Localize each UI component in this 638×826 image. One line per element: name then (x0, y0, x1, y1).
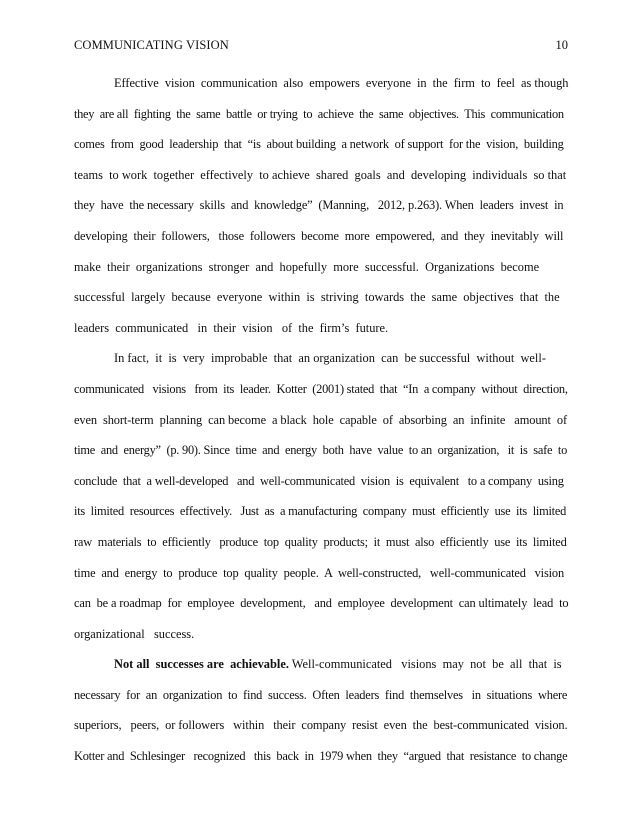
line-text: comes from good leadership that “is about building a network of support for the vision, building (74, 137, 564, 152)
line-text: successful largely because everyone within is striving towards the same objectives that the (74, 290, 560, 305)
text-line (74, 741, 568, 772)
line-text: organizational success. (74, 626, 195, 641)
line-text: can be a roadmap for employee development, and employee development can ultimately lead to (74, 596, 569, 611)
line-text: its limited resources effectively. Just as a manufacturing company must efficiently use its limited (74, 504, 567, 519)
line-text: raw materials to efficiently produce top quality products; it must also efficiently use its limited (74, 534, 567, 549)
text-line (74, 710, 568, 741)
body-text (74, 68, 568, 772)
line-text: time and energy to produce top quality people. A well-constructed, well-communicated vision (74, 565, 565, 580)
line-text: they are all fighting the same battle or trying to achieve the same objectives. This communication (74, 106, 564, 121)
line-text: conclude that a well-developed and well-communicated vision is equivalent to a company using (74, 473, 564, 488)
text-line (74, 343, 568, 374)
line-text: even short-term planning can become a black hole capable of absorbing an infinite amount of (74, 412, 567, 427)
text-line (74, 435, 568, 466)
text-line (74, 252, 568, 283)
line-text: time and energy” (p. 90). Since time and energy both have value to an organization, it is safe to (74, 443, 568, 458)
line-text: Effective vision communication also empowers everyone in the firm to feel as though (114, 76, 569, 90)
text-line (74, 129, 568, 160)
text-line (74, 313, 568, 344)
text-line (74, 160, 568, 191)
section-heading: Not all successes are achievable. (114, 657, 289, 672)
text-line (74, 190, 568, 221)
line-text: leaders communicated in their vision of the firm’s future. (74, 320, 389, 335)
line-text: superiors, peers, or followers within their company resist even the best-communicated vision. (74, 718, 568, 733)
line-text: In fact, it is very improbable that an organization can be successful without well- (114, 351, 546, 366)
text-line (74, 558, 568, 589)
line-text: Kotter and Schlesinger recognized this back in 1979 when they “argued that resistance to change (74, 749, 568, 764)
text-line (74, 619, 568, 650)
text-line (74, 405, 568, 436)
line-text: necessary for an organization to find success. Often leaders find themselves in situations where (74, 687, 568, 702)
text-line (74, 68, 568, 99)
text-line (74, 527, 568, 558)
text-line (74, 282, 568, 313)
running-head: COMMUNICATING VISION (74, 38, 229, 52)
text-line (74, 466, 568, 497)
line-text: they have the necessary skills and knowledge” (Manning, 2012, p.263). When leaders invest in (74, 198, 564, 213)
text-line (74, 221, 568, 252)
text-line (74, 588, 568, 619)
text-line (74, 680, 568, 711)
line-text: developing their followers, those followers become more empowered, and they inevitably will (74, 228, 564, 243)
text-line (74, 649, 568, 680)
text-line (74, 496, 568, 527)
text-line (74, 99, 568, 130)
text-line (74, 374, 568, 405)
line-text: Well-communicated visions may not be all that is (288, 657, 562, 672)
line-text: make their organizations stronger and hopefully more successful. Organizations become (74, 259, 540, 274)
page-header (74, 36, 568, 54)
line-text: communicated visions from its leader. Kotter (2001) stated that “In a company without direction, (74, 381, 568, 396)
page-number: 10 (555, 38, 568, 52)
line-text: teams to work together effectively to achieve shared goals and developing individuals so that (74, 167, 567, 182)
